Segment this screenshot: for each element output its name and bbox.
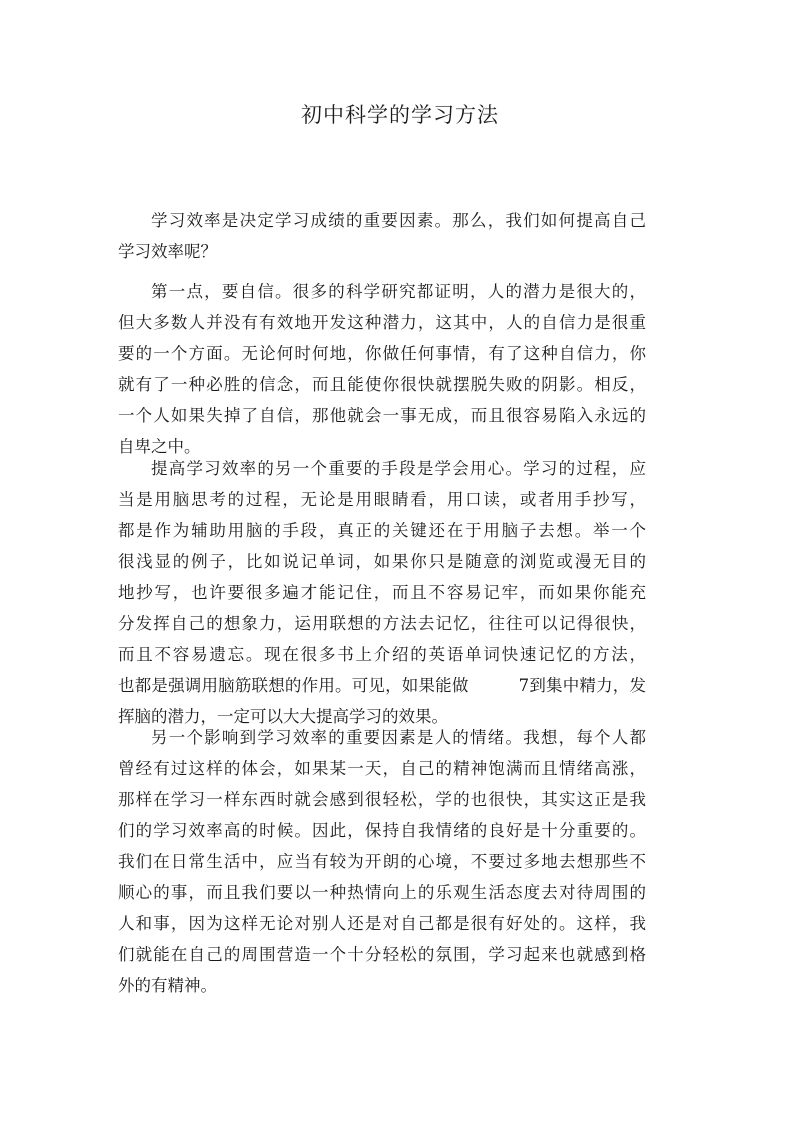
text-line: 学习效率呢？ (118, 242, 217, 261)
paragraph-3 (118, 453, 646, 732)
text-line: 要的一个方面。无论何时何地，你做任何事情，有了这种自信力，你 (118, 344, 646, 363)
text-line: 当是用脑思考的过程，无论是用眼睛看，用口读，或者用手抄写， (118, 490, 646, 509)
text-line: 第一点，要自信。很多的科学研究都证明，人的潜力是很大的， (151, 282, 646, 301)
text-line: 提高学习效率的另一个重要的手段是学会用心。学习的过程，应 (151, 459, 646, 478)
text-line: 也都是强调用脑筋联想的作用。可见，如果能做 7到集中精力，发 (118, 676, 646, 695)
text-line: 我们在日常生活中，应当有较为开朗的心境，不要过多地去想那些不 (118, 852, 646, 871)
text-line: 们就能在自己的周围营造一个十分轻松的氛围，学习起来也就感到格 (118, 945, 646, 964)
paragraph-1 (118, 205, 646, 267)
text-line: 挥脑的潜力，一定可以大大提高学习的效果。 (118, 707, 448, 726)
paragraph-4 (118, 722, 646, 1001)
text-line: 很浅显的例子，比如说记单词，如果你只是随意的浏览或漫无目的 (118, 552, 646, 571)
text-line: 但大多数人并没有有效地开发这种潜力，这其中，人的自信力是很重 (118, 313, 646, 332)
text-line: 自卑之中。 (118, 437, 201, 456)
text-line: 地抄写，也许要很多遍才能记住，而且不容易记牢，而如果你能充 (118, 583, 646, 602)
text-line: 们的学习效率高的时候。因此，保持自我情绪的良好是十分重要的。 (118, 821, 646, 840)
text-line: 那样在学习一样东西时就会感到很轻松，学的也很快，其实这正是我 (118, 790, 646, 809)
text-line: 一个人如果失掉了自信，那他就会一事无成，而且很容易陷入永远的 (118, 406, 646, 425)
text-line: 而且不容易遗忘。现在很多书上介绍的英语单词快速记忆的方法， (118, 645, 646, 664)
text-line: 外的有精神。 (118, 976, 217, 995)
text-line: 分发挥自己的想象力，运用联想的方法去记忆，往往可以记得很快， (118, 614, 646, 633)
text-line: 都是作为辅助用脑的手段，真正的关键还在于用脑子去想。举一个 (118, 521, 646, 540)
document-title: 初中科学的学习方法 (301, 103, 499, 127)
paragraph-2 (118, 276, 646, 462)
text-line: 曾经有过这样的体会，如果某一天，自己的精神饱满而且情绪高涨， (118, 759, 646, 778)
text-line: 就有了一种必胜的信念，而且能使你很快就摆脱失败的阴影。相反， (118, 375, 646, 394)
text-line: 另一个影响到学习效率的重要因素是人的情绪。我想，每个人都 (151, 728, 646, 747)
text-line: 学习效率是决定学习成绩的重要因素。那么，我们如何提高自己 (151, 211, 646, 230)
text-line: 顺心的事，而且我们要以一种热情向上的乐观生活态度去对待周围的 (118, 883, 646, 902)
text-line: 人和事，因为这样无论对别人还是对自己都是很有好处的。这样，我 (118, 914, 646, 933)
